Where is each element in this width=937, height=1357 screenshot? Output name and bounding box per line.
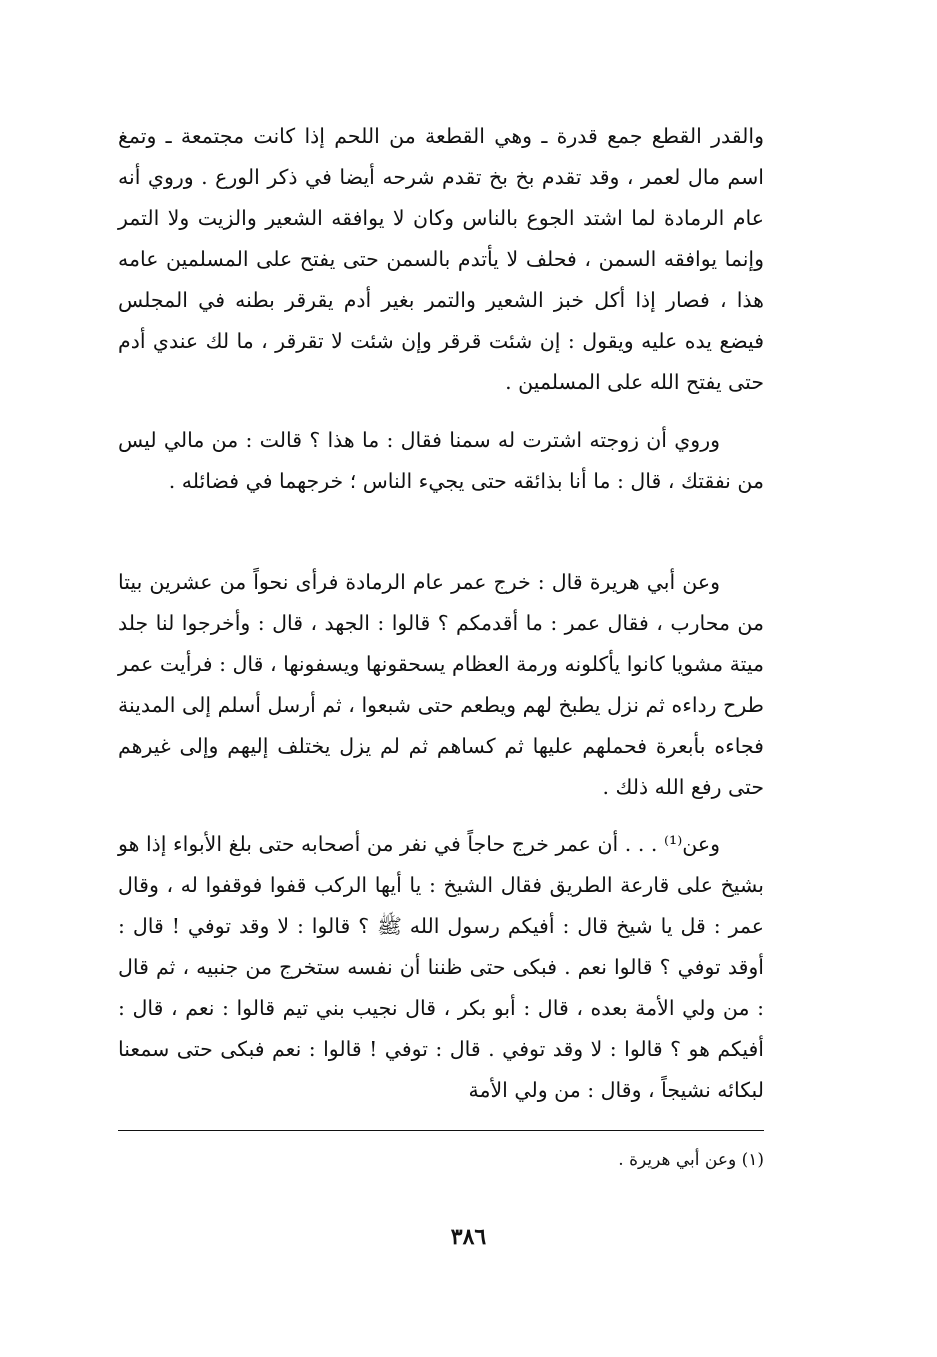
paragraph-2-text: وروي أن زوجته اشترت له سمنا فقال : ما هذا ؟ قالت : من مالي ليس من نفقتك ، قال : ما أنا بذائقه حتى يجيء الناس ؛ خرجهما في فضائله .: [118, 428, 764, 493]
paragraph-4: [118, 824, 764, 1111]
footnote-divider: [118, 1130, 764, 1131]
paragraph-1: [118, 116, 764, 403]
paragraph-4-text: وعن⁽¹⁾ . . . أن عمر خرج حاجاً في نفر من أصحابه حتى بلغ الأبواء إذا هو بشيخ على قارعة الطريق فقال الشيخ : يا أيها الركب قفوا فوقفوا له ، وقال عمر : قل يا شيخ قال : أفيكم رسول الله ﷺ ؟ قالوا : لا وقد توفي ! قال : أوقد توفي ؟ قالوا نعم . فبكى حتى ظننا أن نفسه ستخرج من جنبيه ، ثم قال : من ولي الأمة بعده ، قال : أبو بكر ، قال نجيب بني تيم قالوا : نعم ، قال : أفيكم هو ؟ قالوا : لا وقد توفي . قال : توفي ! قالوا : نعم فبكى حتى سمعنا لبكائه نشيجاً ، وقال : من ولي الأمة: [118, 832, 764, 1102]
footnote: (١) وعن أبي هريرة .: [618, 1150, 764, 1170]
paragraph-3-text: وعن أبي هريرة قال : خرج عمر عام الرمادة فرأى نحواً من عشرين بيتا من محارب ، فقال عمر : ما أقدمكم ؟ قالوا : الجهد ، قال : وأخرجوا لنا جلد ميتة مشويا كانوا يأكلونه ورمة العظام يسحقونها ويسفونها ، قال : فرأيت عمر طرح رداءه ثم نزل يطبخ لهم ويطعم حتى شبعوا ، ثم أرسل أسلم إلى المدينة فجاءه بأبعرة فحملهم عليها ثم كساهم ثم لم يزل يختلف إليهم وإلى غيرهم حتى رفع الله ذلك .: [118, 570, 764, 799]
paragraph-1-text: والقدر القطع جمع قدرة ـ وهي القطعة من اللحم إذا كانت مجتمعة ـ وتمغ اسم مال لعمر ، وقد تقدم بخ بخ تقدم شرحه أيضا في ذكر الورع . وروي أنه عام الرمادة لما اشتد الجوع بالناس وكان لا يوافقه الشعير والزيت ولا التمر وإنما يوافقه السمن ، فحلف لا يأتدم بالسمن حتى يفتح على المسلمين عامه هذا ، فصار إذا أكل خبز الشعير والتمر بغير أدم يقرقر بطنه في المجلس فيضع يده عليه ويقول : إن شئت قرقر وإن شئت لا تقرقر ، ما لك عندي أدم حتى يفتح الله على المسلمين .: [118, 124, 764, 394]
paragraph-3: [118, 562, 764, 808]
page-number: ٣٨٦: [450, 1224, 487, 1250]
paragraph-2: [118, 420, 764, 502]
